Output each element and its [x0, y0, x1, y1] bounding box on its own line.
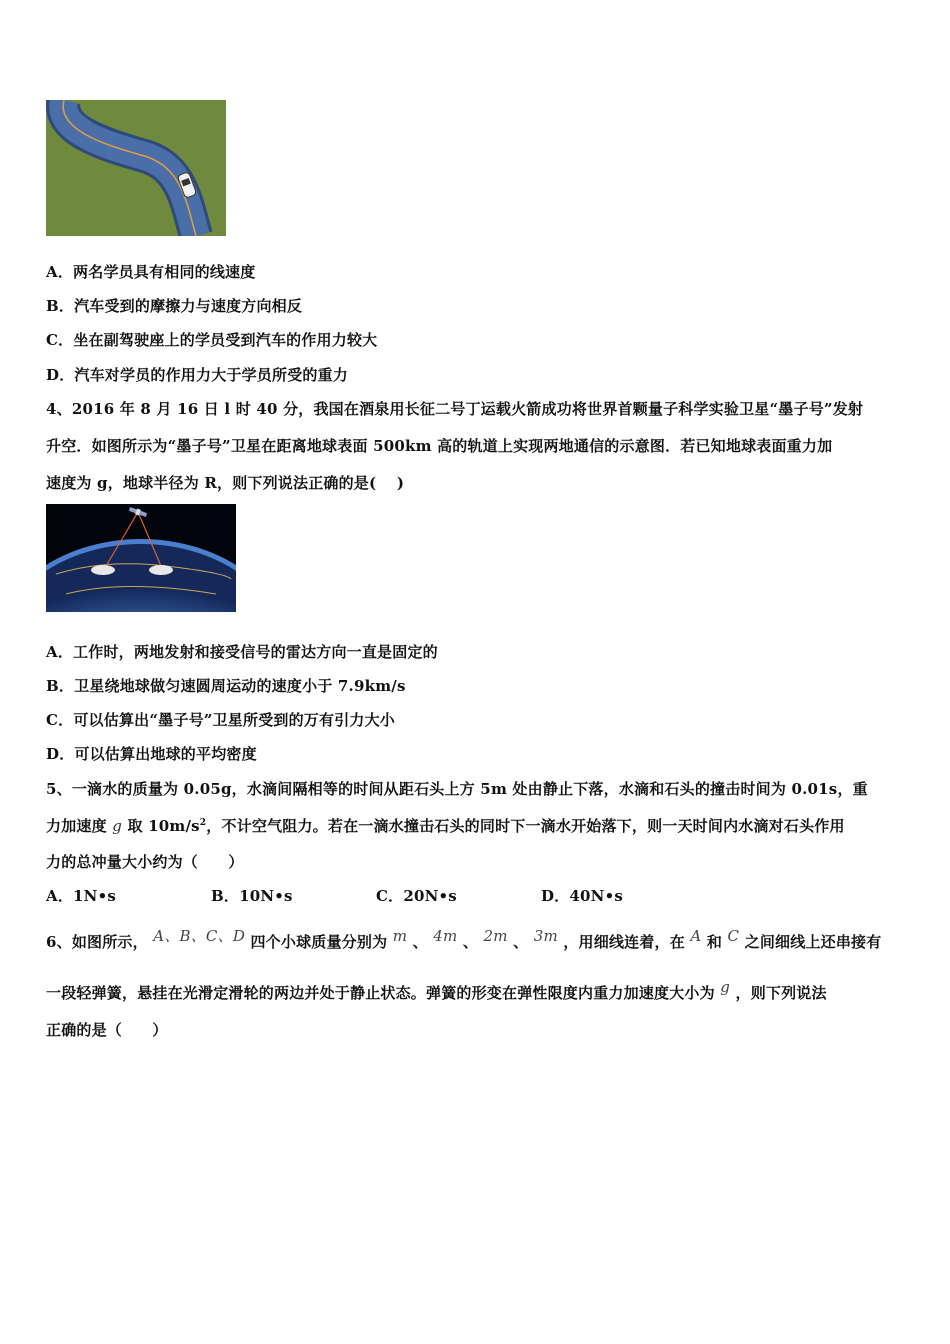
q3-option-d: D．汽车对学员的作用力大于学员所受的重力	[46, 366, 349, 384]
q4-stem-line-2: 升空．如图所示为“墨子号”卫星在距离地球表面 500km 高的轨道上实现两地通信的示意图．若已知地球表面重力加	[46, 437, 833, 455]
q4-stem-line-3: 速度为 g，地球半径为 R，则下列说法正确的是( )	[46, 474, 405, 492]
q6-text: 6、如图所示，	[46, 933, 148, 951]
satellite-illustration	[46, 504, 236, 612]
q5-symbol-g: g	[112, 817, 123, 835]
q4-option-a: A．工作时，两地发射和接受信号的雷达方向一直是固定的	[46, 643, 438, 661]
q6-mass-2: 4m	[433, 927, 458, 945]
satellite-figure	[46, 504, 236, 612]
q5-stem-line-2	[46, 815, 845, 836]
q5-superscript: 2	[199, 818, 207, 828]
q6-text: 之间细线上还串接有	[744, 933, 882, 951]
q3-option-c: C．坐在副驾驶座上的学员受到汽车的作用力较大	[46, 331, 378, 349]
q6-stem-line-1	[46, 927, 882, 952]
q6-stem-line-2	[46, 978, 827, 1003]
q6-mass-1: m	[392, 927, 408, 945]
q6-separator: 、	[412, 933, 428, 951]
q3-option-b: B．汽车受到的摩擦力与速度方向相反	[46, 297, 303, 315]
q6-symbol-a: A	[690, 927, 702, 945]
q4-option-d: D．可以估算出地球的平均密度	[46, 745, 257, 763]
q6-text: ，用细线连着，在	[563, 933, 685, 951]
road-illustration	[46, 100, 226, 236]
q4-option-b: B．卫星绕地球做匀速圆周运动的速度小于 7.9km/s	[46, 677, 406, 695]
q5-stem-line-1: 5、一滴水的质量为 0.05g，水滴间隔相等的时间从距石头上方 5m 处由静止下落，水滴和石头的撞击时间为 0.01s，重	[46, 780, 868, 798]
q6-mass-4: 3m	[533, 927, 558, 945]
q6-separator: 、	[513, 933, 529, 951]
q5-text: 力加速度	[46, 817, 107, 835]
q6-text: 和	[706, 933, 723, 951]
q3-option-a: A．两名学员具有相同的线速度	[46, 263, 256, 281]
q4-stem-line-1: 4、2016 年 8 月 16 日 l 时 40 分，我国在酒泉用长征二号丁运载火箭成功将世界首颗量子科学实验卫星“墨子号”发射	[46, 400, 864, 418]
q5-option-d: D．40N•s	[541, 887, 624, 905]
q4-option-c: C．可以估算出“墨子号”卫星所受到的万有引力大小	[46, 711, 395, 729]
q6-symbol-abcd: A、B、C、D	[153, 927, 246, 945]
q5-option-c: C．20N•s	[376, 887, 457, 905]
q6-symbol-g: g	[720, 978, 731, 996]
q6-text: 四个小球质量分别为	[250, 933, 388, 951]
q5-stem-line-3: 力的总冲量大小约为（ ）	[46, 853, 244, 871]
q6-text: ，则下列说法	[735, 984, 827, 1002]
q5-text: 取 10m/s	[127, 817, 200, 835]
q5-text: ，不计空气阻力。若在一滴水撞击石头的同时下一滴水开始落下，则一天时间内水滴对石头作用	[206, 817, 845, 835]
q5-option-a: A．1N•s	[46, 887, 117, 905]
q6-stem-line-3: 正确的是（ ）	[46, 1021, 168, 1039]
road-figure	[46, 100, 226, 236]
q6-text: 一段轻弹簧，悬挂在光滑定滑轮的两边并处于静止状态。弹簧的形变在弹性限度内重力加速度大小为	[46, 984, 715, 1002]
q6-mass-3: 2m	[483, 927, 508, 945]
q5-option-b: B．10N•s	[211, 887, 293, 905]
q6-separator: 、	[462, 933, 479, 951]
q6-symbol-c: C	[727, 927, 740, 945]
q5-options-row	[46, 885, 646, 905]
